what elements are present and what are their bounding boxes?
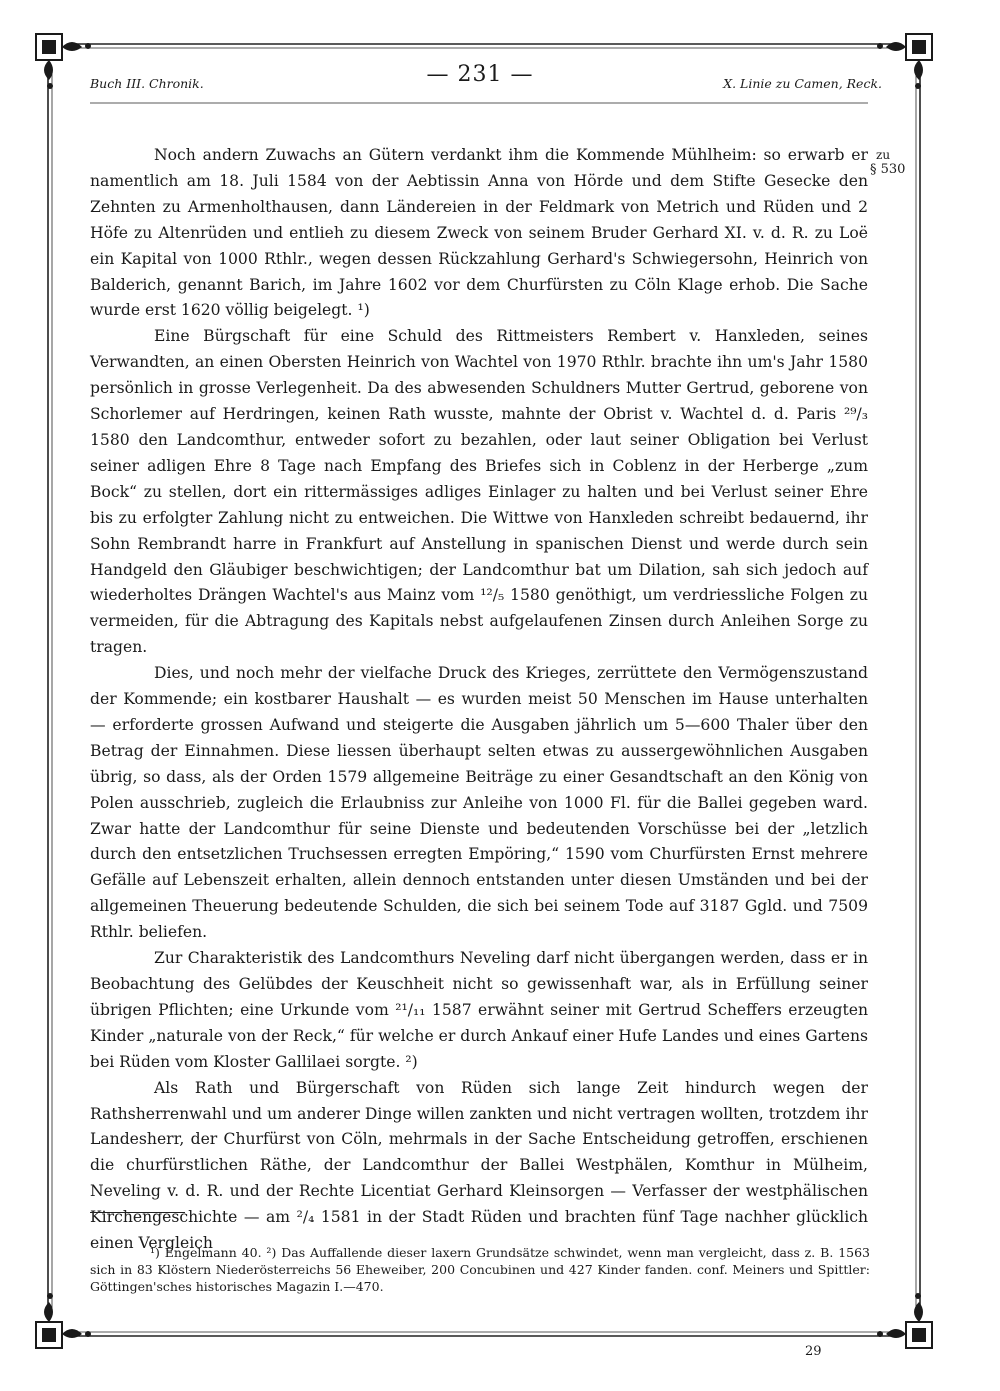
page-number: — 231 — bbox=[426, 62, 534, 87]
paragraph-3: Dies, und noch mehr der vielfache Druck des Krieges, zerrüttete den Vermögenszustand der Kommende; ein kostbarer Haushalt — es wurden meist 50 Menschen im Hause unterhalten — erforderte grossen Aufwand und steigerte die Ausgaben jährlich um 5—600 Thaler über den Betrag der Einnahmen. Diese liessen überhaupt selten etwas zu aussergewöhnlichen Ausgaben übrig, so dass, als der Orden 1579 allgemeine Beiträge zu einer Gesandtschaft an den König von Polen ausschrieb, zugleich die Erlaubniss zur Anleihe von 1000 Fl. für die Ballei gegeben ward. Zwar hatte der Landcomthur für seine Dienste und bedeutenden Vorschüsse bei der „letzlich durch den entsetzlichen Truchsessen erregten Empöring,“ 1590 vom Churfürsten Ernst mehrere Gefälle auf Lebenszeit erhalten, allein dennoch entstanden unter diesen Umständen und bei der allgemeinen Theuerung bedeutende Schulden, die sich bei seinem Tode auf 3187 Ggld. und 7509 Rthlr. beliefen. bbox=[90, 664, 868, 942]
running-head-right: X. Linie zu Camen, Reck. bbox=[723, 76, 882, 91]
paragraph-1: Noch andern Zuwachs an Gütern verdankt ihm die Kommende Mühlheim: so erwarb er namentlich am 18. Juli 1584 von der Aebtissin Anna von Hörde und dem Stifte Gesecke den Zehnten zu Armenholthausen, dann Ländereien in der Feldmark von Metrich und Rüden und 2 Höfe zu Altenrüden und entlieh zu diesem Zweck von seinem Bruder Gerhard XI. v. d. R. zu Loë ein Kapital von 1000 Rthlr., wegen dessen Rückzahlung Gerhard's Schwiegersohn, Heinrich von Balderich, genannt Barich, im Jahre 1602 vor dem Churfürsten zu Cöln Klage erhob. Die Sache wurde erst 1620 völlig beigelegt. ¹) bbox=[90, 146, 868, 320]
footnotes: ¹) Engelmann 40. ²) Das Auffallende dieser laxern Grundsätze schwindet, wenn man vergleicht, dass z. B. 1563 sich in 83 Klöstern Niederösterreichs 56 Eheweiber, 200 Concubinen und 427 Kinder fanden. conf. Meiners und Spittler: Göttingen'sches historisches Magazin I.—470. bbox=[90, 1245, 870, 1294]
paragraph-4: Zur Charakteristik des Landcomthurs Neveling darf nicht übergangen werden, dass er in Beobachtung des Gelübdes der Keuschheit nicht so gewissenhaft war, als in Erfüllung seiner übrigen Pflichten; eine Urkunde vom ²¹/₁₁ 1587 erwähnt seiner mit Gertrud Scheffers erzeugten Kinder „naturale von der Reck,“ für welche er durch Ankauf einer Hufe Landes und eines Gartens bei Rüden vom Kloster Gallilaei sorgte. ²) bbox=[90, 949, 868, 1071]
body-text bbox=[90, 143, 868, 1257]
paragraph-2: Eine Bürgschaft für eine Schuld des Rittmeisters Rembert v. Hanxleden, seines Verwandten, an einen Obersten Heinrich von Wachtel von 1970 Rthlr. brachte ihn um's Jahr 1580 persönlich in grosse Verlegenheit. Da des abwesenden Schuldners Mutter Gertrud, geborene von Schorlemer auf Herdringen, keinen Rath wusste, mahnte der Obrist v. Wachtel d. d. Paris ²⁹/₃ 1580 den Landcomthur, entweder sofort zu bezahlen, oder laut seiner Obligation bei Verlust seiner adligen Ehre 8 Tage nach Empfang des Briefes sich in Coblenz in der Herberge „zum Bock“ zu stellen, dort ein rittermässiges adliges Einlager zu halten und bei Verlust seiner Ehre bis zu erfolgter Zahlung nicht zu entweichen. Die Wittwe von Hanxleden schreibt bedauernd, ihr Sohn Rembrandt harre in Frankfurt auf Anstellung in spanischen Dienst und werde durch sein Handgeld den Gläubiger beschwichtigen; der Landcomthur bat um Dilation, sah sich jedoch auf wiederholtes Drängen Wachtel's aus Mainz vom ¹²/₅ 1580 genöthigt, um verdriessliche Folgen zu vermeiden, für die Abtragung des Kapitals nebst aufgelaufenen Zinsen durch Anleihen Sorge zu tragen. bbox=[90, 327, 868, 657]
running-head-left: Buch III. Chronik. bbox=[90, 76, 204, 91]
signature-mark: 29 bbox=[805, 1344, 822, 1359]
paragraph-5: Als Rath und Bürgerschaft von Rüden sich lange Zeit hindurch wegen der Rathsherrenwahl und um anderer Dinge willen zankten und nicht vertragen wollten, trotzdem ihr Landesherr, der Churfürst von Cöln, mehrmals in der Sache Entscheidung getroffen, erschienen die churfürstlichen Räthe, der Landcomthur der Ballei Westphälen, Komthur in Mülheim, Neveling v. d. R. und der Rechte Licentiat Gerhard Kleinsorgen — Verfasser der westphälischen Kirchengeschichte — am ²/₄ 1581 in der Stadt Rüden und brachten fünf Tage nachher glücklich einen Vergleich bbox=[90, 1078, 868, 1253]
corner-ornament-bottom-left bbox=[36, 1293, 91, 1348]
margin-section-number: § 530 bbox=[870, 162, 906, 177]
footnote-rule bbox=[90, 1212, 185, 1213]
margin-note-zu: zu bbox=[876, 148, 891, 162]
corner-ornament-bottom-right bbox=[877, 1293, 932, 1348]
